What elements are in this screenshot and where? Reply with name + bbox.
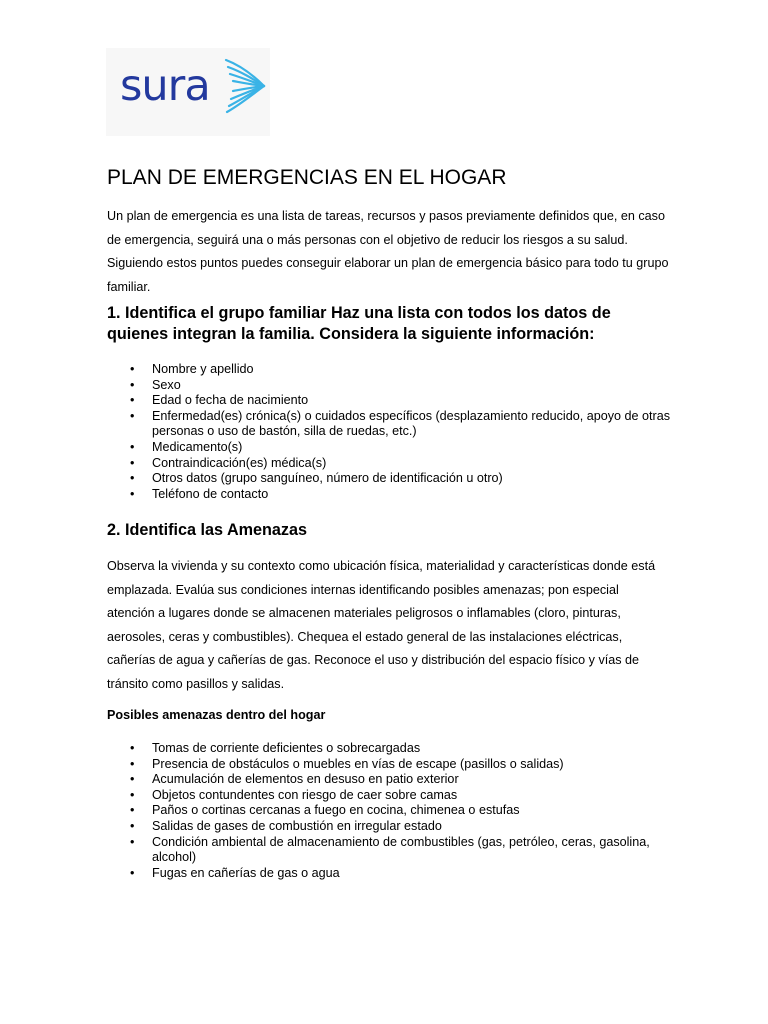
bullet: • bbox=[130, 439, 135, 454]
list-item bbox=[107, 835, 672, 866]
page-title: PLAN DE EMERGENCIAS EN EL HOGAR bbox=[107, 166, 507, 189]
list-item bbox=[107, 440, 672, 456]
sura-logo bbox=[106, 48, 270, 136]
list-item bbox=[107, 772, 672, 788]
list-item bbox=[107, 788, 672, 804]
bullet: • bbox=[130, 362, 135, 376]
list-item-text: Enfermedad(es) crónica(s) o cuidados específicos (desplazamiento reducido, apoyo de otras personas o uso de bastón, silla de ruedas, etc.) bbox=[152, 408, 671, 439]
logo-text: sura bbox=[120, 61, 210, 111]
bullet: • bbox=[130, 393, 135, 408]
wing-logo-icon bbox=[224, 58, 268, 114]
list-item bbox=[107, 362, 672, 378]
list-item-text: Teléfono de contacto bbox=[152, 486, 269, 501]
bullet: • bbox=[130, 377, 135, 392]
list-item-text: Fugas en cañerías de gas o agua bbox=[152, 865, 340, 880]
threats-subheading: Posibles amenazas dentro del hogar bbox=[107, 708, 326, 722]
list-item bbox=[107, 378, 672, 394]
section2-heading: 2. Identifica las Amenazas bbox=[107, 521, 308, 539]
list-item-text: Edad o fecha de nacimiento bbox=[152, 393, 309, 408]
list-item-text: Otros datos (grupo sanguíneo, número de identificación u otro) bbox=[152, 471, 503, 486]
list-item bbox=[107, 409, 672, 440]
list-item bbox=[107, 803, 672, 819]
bullet: • bbox=[130, 756, 135, 771]
list-item bbox=[107, 819, 672, 835]
bullet: • bbox=[130, 471, 135, 486]
list-item bbox=[107, 741, 672, 757]
bullet: • bbox=[130, 741, 135, 755]
list-item bbox=[107, 393, 672, 409]
list-item-text: Nombre y apellido bbox=[152, 362, 254, 376]
list-item-text: Paños o cortinas cercanas a fuego en cocina, chimenea o estufas bbox=[152, 803, 520, 818]
section1-heading: 1. Identifica el grupo familiar Haz una lista con todos los datos de quienes integran la familia. Considera la siguiente información: bbox=[107, 304, 611, 343]
bullet: • bbox=[130, 455, 135, 470]
threats-paragraph: Observa la vivienda y su contexto como ubicación física, materialidad y características donde está emplazada. Evalúa sus condiciones internas identificando posibles amenazas; pon especial atención a lugares donde se almacenen materiales peligrosos o inflamables (cloro, pinturas, aerosoles, ceras y combustibles). Chequea el estado general de las instalaciones eléctricas, cañerías de agua y cañerías de gas. Reconoce el uso y distribución del espacio físico y vías de tránsito como pasillos y salidas. bbox=[107, 559, 656, 691]
bullet: • bbox=[130, 865, 135, 880]
list-item-text: Acumulación de elementos en desuso en patio exterior bbox=[152, 772, 459, 787]
bullet: • bbox=[130, 772, 135, 787]
list-item-text: Salidas de gases de combustión en irregular estado bbox=[152, 818, 442, 833]
list-item-text: Presencia de obstáculos o muebles en vías de escape (pasillos o salidas) bbox=[152, 756, 564, 771]
bullet: • bbox=[130, 803, 135, 818]
family-info-list bbox=[107, 362, 672, 502]
list-item-text: Objetos contundentes con riesgo de caer sobre camas bbox=[152, 787, 458, 802]
list-item-text: Tomas de corriente deficientes o sobrecargadas bbox=[152, 741, 421, 755]
list-item-text: Medicamento(s) bbox=[152, 439, 243, 454]
bullet: • bbox=[130, 787, 135, 802]
list-item bbox=[107, 456, 672, 472]
list-item bbox=[107, 471, 672, 487]
bullet: • bbox=[130, 834, 135, 849]
list-item-text: Sexo bbox=[152, 377, 181, 392]
list-item bbox=[107, 757, 672, 773]
threats-list bbox=[107, 741, 672, 881]
list-item-text: Contraindicación(es) médica(s) bbox=[152, 455, 327, 470]
list-item-text: Condición ambiental de almacenamiento de combustibles (gas, petróleo, ceras, gasolina, alcohol) bbox=[152, 834, 650, 865]
bullet: • bbox=[130, 486, 135, 501]
list-item bbox=[107, 487, 672, 503]
bullet: • bbox=[130, 408, 135, 423]
bullet: • bbox=[130, 818, 135, 833]
list-item bbox=[107, 866, 672, 882]
intro-paragraph: Un plan de emergencia es una lista de tareas, recursos y pasos previamente definidos que, en caso de emergencia, seguirá una o más personas con el objetivo de reducir los riesgos a su salud. Siguiendo estos puntos puedes conseguir elaborar un plan de emergencia básico para todo tu grupo familiar. bbox=[107, 209, 669, 294]
